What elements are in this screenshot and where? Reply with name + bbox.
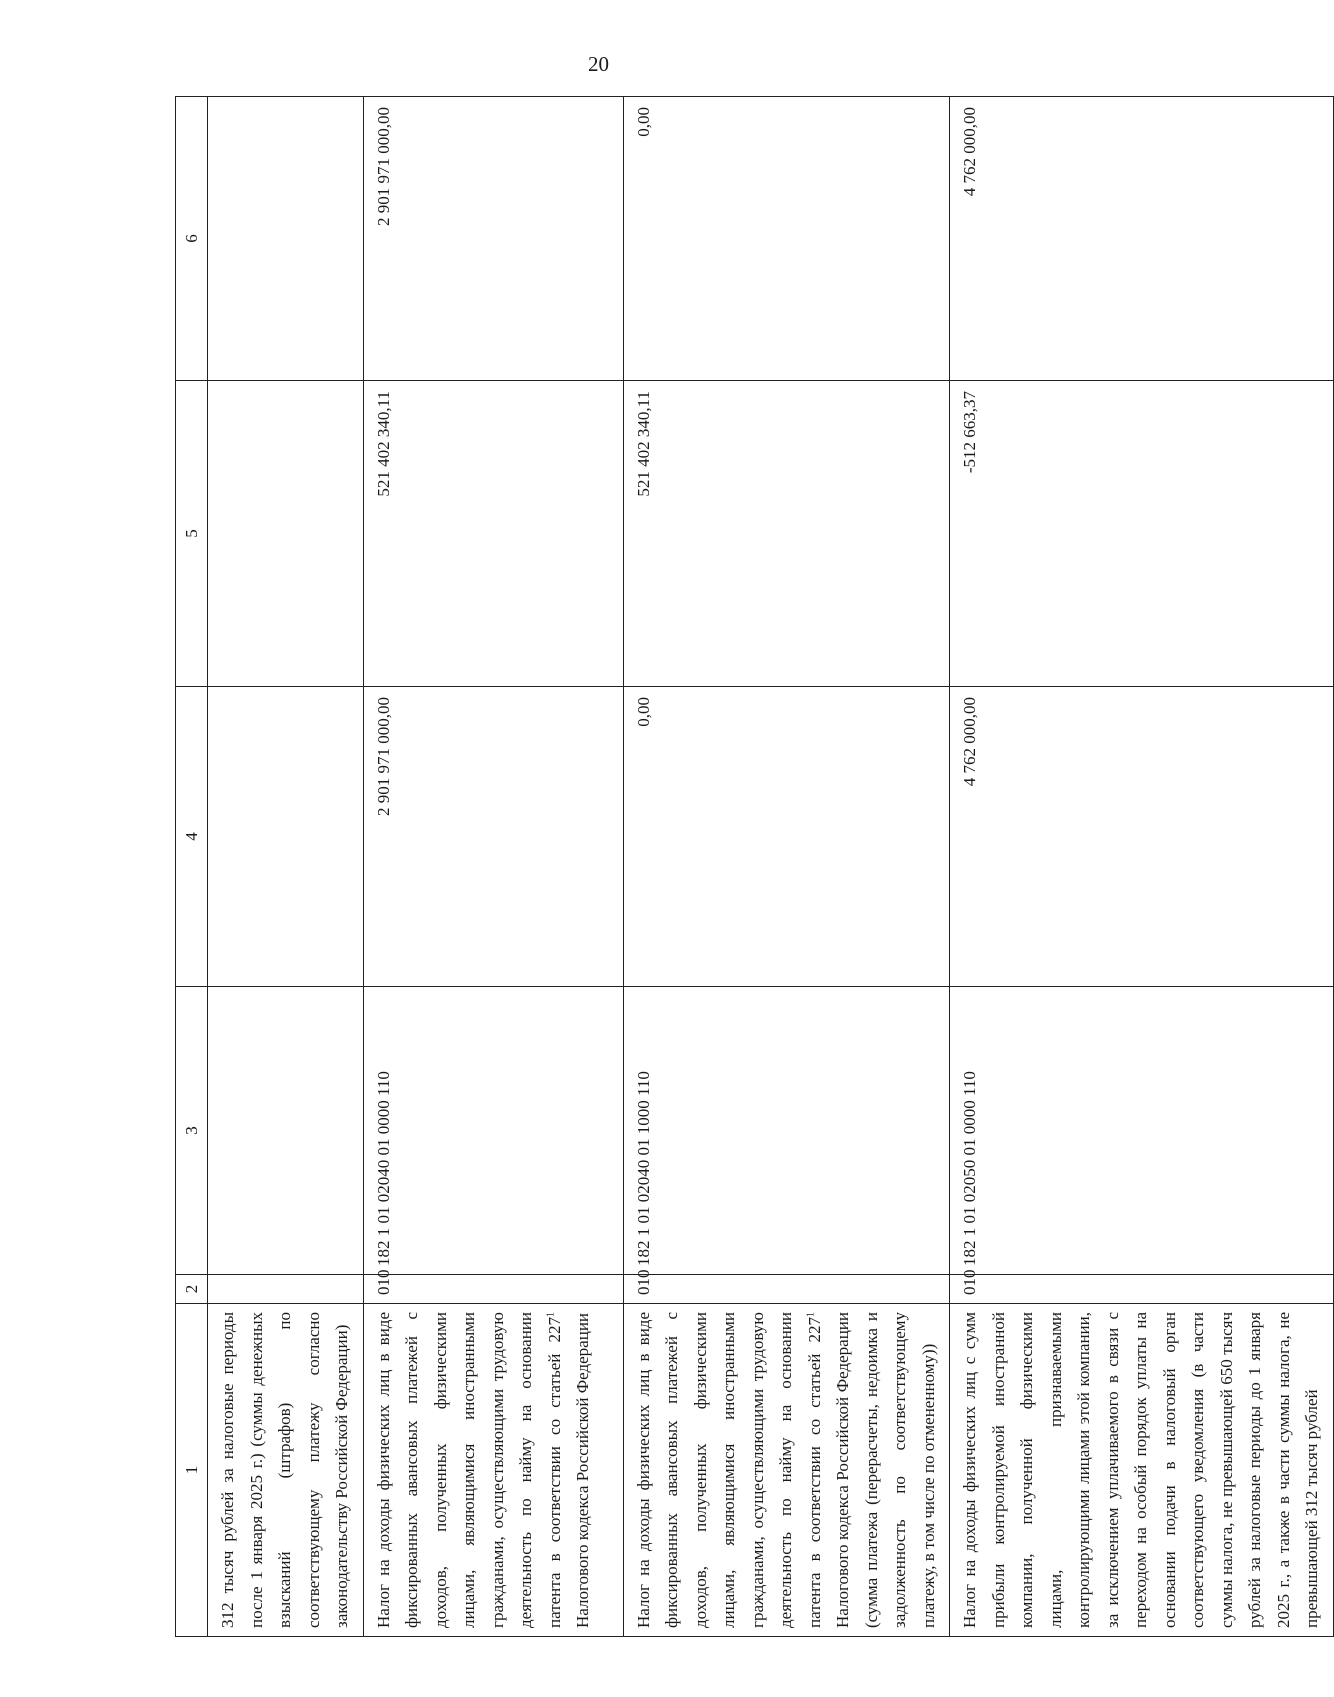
kbk-code: 182 1 01 02040 01 0000 110 bbox=[363, 987, 623, 1275]
superscript: 1 bbox=[804, 1312, 816, 1317]
amount-col4: 4 762 000,00 bbox=[950, 687, 1334, 987]
column-header: 6 bbox=[176, 97, 208, 381]
row-description: 312 тысяч рублей за налоговые периоды после 1 января 2025 г.) (суммы денежных взысканий (штрафов) по соответствующему платежу согласно законодательству Российской Федерации) bbox=[208, 1304, 364, 1637]
amount-col5: 521 402 340,11 bbox=[363, 381, 623, 687]
column-header: 5 bbox=[176, 381, 208, 687]
amount-col5: -512 663,37 bbox=[950, 381, 1334, 687]
superscript: 1 bbox=[544, 1312, 556, 1317]
amount-col4: 0,00 bbox=[623, 687, 950, 987]
admin-code: 010 bbox=[363, 1275, 623, 1304]
amount-col6: 4 762 000,00 bbox=[950, 97, 1334, 381]
column-header: 2 bbox=[176, 1275, 208, 1304]
kbk-code: 182 1 01 02040 01 1000 110 bbox=[623, 987, 950, 1275]
column-header: 4 bbox=[176, 687, 208, 987]
row-description: Налог на доходы физических лиц в виде фиксированных авансовых платежей с доходов, полученных физическими лицами, являющимися иностранными гражданами, осуществляющими трудовую деятельность по найму на основании патента в соответствии со статьей $227^1$ Налогового кодекса Российской Федерации bbox=[363, 1304, 623, 1637]
rotated-table-wrapper bbox=[175, 97, 1321, 1637]
amount-col4: 2 901 971 000,00 bbox=[363, 687, 623, 987]
kbk-code bbox=[208, 987, 364, 1275]
admin-code bbox=[208, 1275, 364, 1304]
amount-col6 bbox=[208, 97, 364, 381]
table-row bbox=[950, 97, 1334, 1637]
admin-code: 010 bbox=[950, 1275, 1334, 1304]
amount-col4 bbox=[208, 687, 364, 987]
amount-col6: 2 901 971 000,00 bbox=[363, 97, 623, 381]
table-row bbox=[208, 97, 364, 1637]
revenue-table bbox=[175, 96, 1334, 1637]
table-row bbox=[363, 97, 623, 1637]
page-number: 20 bbox=[588, 52, 609, 76]
kbk-code: 182 1 01 02050 01 0000 110 bbox=[950, 987, 1334, 1275]
column-header: 1 bbox=[176, 1304, 208, 1637]
amount-col5: 521 402 340,11 bbox=[623, 381, 950, 687]
table-row bbox=[623, 97, 950, 1637]
admin-code: 010 bbox=[623, 1275, 950, 1304]
row-description: Налог на доходы физических лиц в виде фиксированных авансовых платежей с доходов, полученных физическими лицами, являющимися иностранными гражданами, осуществляющими трудовую деятельность по найму на основании патента в соответствии со статьей $227^1$ Налогового кодекса Российской Федерации (сумма платежа (перерасчеты, недоимка и задолженность по соответствующему платежу, в том числе по отмененному)) bbox=[623, 1304, 950, 1637]
amount-col6: 0,00 bbox=[623, 97, 950, 381]
header-row bbox=[176, 97, 208, 1637]
column-header: 3 bbox=[176, 987, 208, 1275]
row-description: Налог на доходы физических лиц с сумм прибыли контролируемой иностранной компании, полученной физическими лицами, признаваемыми контролирующими лицами этой компании, за исключением уплачиваемого в связи с переходом на особый порядок уплаты на основании подачи в налоговый орган соответствующего уведомления (в части суммы налога, не превышающей 650 тысяч рублей за налоговые периоды до 1 января 2025 г., а также в части суммы налога, не превышающей 312 тысяч рублей bbox=[950, 1304, 1334, 1637]
amount-col5 bbox=[208, 381, 364, 687]
